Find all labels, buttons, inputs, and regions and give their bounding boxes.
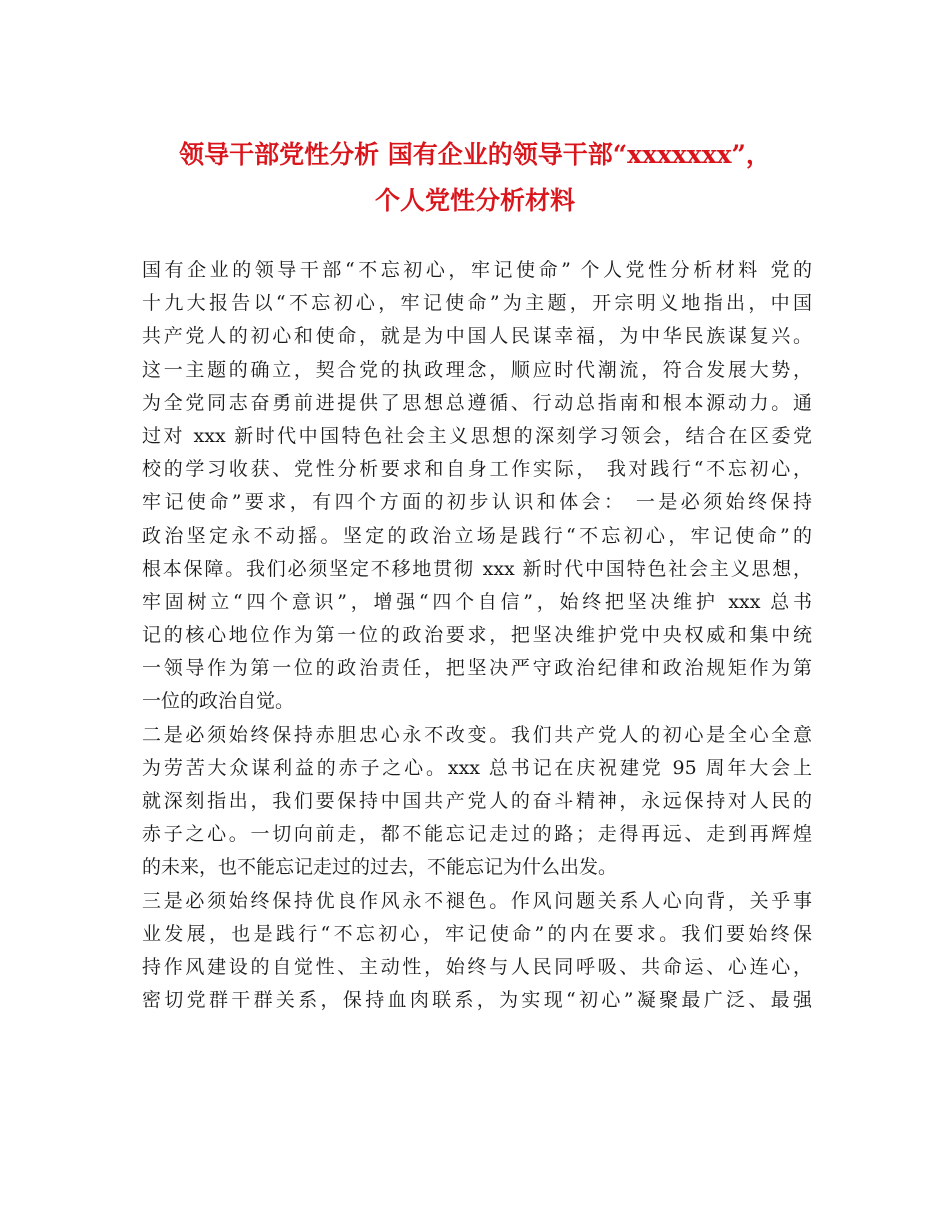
body-line: 政治坚定永不动摇。坚定的政治立场是践行“不忘初心，牢记使命”的 — [142, 524, 812, 547]
body-line: 过对 xxx 新时代中国特色社会主义思想的深刻学习领会，结合在区委党 — [142, 424, 812, 447]
body-line: 二是必须始终保持赤胆忠心永不改变。我们共产党人的初心是全心全意 — [142, 723, 812, 746]
body-line: 牢固树立“四个意识”，增强“四个自信”，始终把坚决维护 xxx 总书 — [142, 590, 812, 613]
body-line: 牢记使命”要求，有四个方面的初步认识和体会： 一是必须始终保持 — [142, 491, 812, 514]
body-line: 就深刻指出，我们要保持中国共产党人的奋斗精神，永远保持对人民的 — [142, 790, 812, 812]
body-line: 持作风建设的自觉性、主动性，始终与人民同呼吸、共命运、心连心， — [142, 955, 812, 978]
body-line: 这一主题的确立，契合党的执政理念，顺应时代潮流，符合发展大势， — [142, 358, 812, 381]
document-title-line-2: 个人党性分析材料 — [374, 186, 575, 215]
body-line: 记的核心地位作为第一位的政治要求，把坚决维护党中央权威和集中统 — [142, 624, 812, 647]
body-line: 国有企业的领导干部“不忘初心，牢记使命” 个人党性分析材料 党的 — [142, 259, 812, 281]
body-line: 为全党同志奋勇前进提供了思想总遵循、行动总指南和根本源动力。通 — [142, 391, 812, 414]
body-line: 根本保障。我们必须坚定不移地贯彻 xxx 新时代中国特色社会主义思想， — [142, 557, 812, 580]
body-line: 共产党人的初心和使命，就是为中国人民谋幸福，为中华民族谋复兴。 — [142, 325, 812, 348]
body-line: 一领导作为第一位的政治责任，把坚决严守政治纪律和政治规矩作为第 — [142, 657, 812, 680]
body-line: 十九大报告以“不忘初心，牢记使命”为主题，开宗明义地指出，中国 — [142, 292, 812, 315]
document-title-line-1: 领导干部党性分析 国有企业的领导干部“xxxxxxx”， — [179, 140, 771, 169]
body-line: 一位的政治自觉。 — [142, 690, 295, 713]
body-line: 校的学习收获、党性分析要求和自身工作实际， 我对践行“不忘初心， — [142, 458, 812, 481]
body-line: 三是必须始终保持优良作风永不褪色。作风问题关系人心向背，关乎事 — [142, 889, 812, 912]
document-body — [142, 254, 812, 1017]
body-line: 为劳苦大众谋利益的赤子之心。xxx 总书记在庆祝建党 95 周年大会上 — [142, 756, 812, 779]
body-line: 密切党群干群关系，保持血肉联系，为实现“初心”凝聚最广泛、最强 — [142, 989, 812, 1012]
body-line: 赤子之心。一切向前走，都不能忘记走过的路；走得再远、走到再辉煌 — [142, 823, 812, 846]
body-line: 的未来，也不能忘记走过的过去，不能忘记为什么出发。 — [142, 856, 618, 879]
body-line: 业发展，也是践行“不忘初心，牢记使命”的内在要求。我们要始终保 — [142, 922, 812, 945]
